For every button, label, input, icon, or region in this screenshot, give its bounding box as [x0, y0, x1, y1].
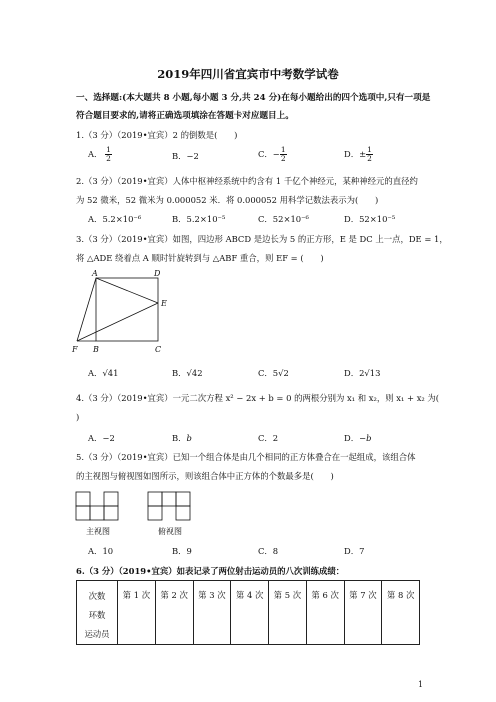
- front-view-label: 主视图: [86, 527, 110, 536]
- question-5-option-b: B．9: [172, 546, 192, 556]
- question-5-option-d: D．7: [344, 546, 365, 556]
- question-1-option-d: D．± $\frac{1}{2}$: [344, 145, 372, 163]
- question-3-option-a: A．√41: [88, 368, 119, 378]
- option-label: A．: [88, 149, 103, 159]
- question-1-option-c: C．− $\frac{1}{2}$: [258, 145, 286, 163]
- table-corner-cell: 次数 环数 运动员: [77, 581, 118, 645]
- question-2-stem-line2: 为 52 微米，52 微米为 0.000052 米．将 0.000052 用科学记数法表示为( ): [76, 195, 379, 205]
- table-header-cell: 第 1 次: [118, 581, 156, 645]
- segment-af: [77, 278, 96, 341]
- table-header-row: [77, 581, 420, 645]
- question-3-stem-line1: 3.（3 分）（2019•宜宾）如图，四边形 ABCD 是边长为 5 的正方形，E 是 DC 上一点，DE = 1，: [76, 234, 448, 244]
- label-e: E: [161, 299, 167, 308]
- question-4-stem-line2: ): [76, 412, 80, 422]
- question-2-option-c: C．52×10⁻⁶: [258, 214, 309, 224]
- section-heading-line2: 符合题目要求的,请将正确选项填涂在答题卡对应题目上。: [76, 111, 294, 121]
- fraction: $\frac{1}{2}$: [367, 145, 372, 163]
- top-view-label: 俯视图: [158, 527, 182, 536]
- label-b: B: [93, 345, 99, 354]
- segment-fe: [77, 303, 158, 341]
- question-2-stem-line1: 2.（3 分）（2019•宜宾）人体中枢神经系统中约含有 1 千亿个神经元，某种神经元的直径约: [76, 176, 418, 186]
- square-rotation-figure: [70, 268, 180, 358]
- question-3-option-b: B．√42: [172, 368, 203, 378]
- question-2-option-a: A．5.2×10⁻⁶: [88, 214, 142, 224]
- question-6-stem: 6.（3 分）（2019•宜宾）如表记录了两位射击运动员的八次训练成绩：: [76, 566, 345, 576]
- label-a: A: [92, 269, 98, 278]
- table-header-cell: 第 8 次: [382, 581, 420, 645]
- table-header-cell: 第 5 次: [269, 581, 307, 645]
- table-header-cell: 第 3 次: [193, 581, 231, 645]
- question-5-option-a: A．10: [88, 546, 114, 556]
- question-3-option-c: C．5√2: [258, 368, 289, 378]
- question-2-option-b: B．5.2×10⁻⁵: [172, 214, 226, 224]
- question-4-stem-line1: 4.（3 分）（2019•宜宾）一元二次方程 x² − 2x + b = 0 的两根分别为 x₁ 和 x₂，则 x₁ + x₂ 为(: [76, 393, 440, 403]
- question-1-option-a: [88, 146, 112, 163]
- question-4-option-d: D．−b: [344, 433, 372, 443]
- table-header-cell: 第 7 次: [344, 581, 382, 645]
- question-1-stem: 1.（3 分）（2019•宜宾）2 的倒数是( ): [76, 130, 238, 140]
- cube-views-figure: [74, 488, 224, 542]
- fraction: $\frac{1}{2}$: [106, 145, 111, 163]
- fraction: $\frac{1}{2}$: [280, 145, 286, 163]
- table-header-cell: 第 6 次: [306, 581, 344, 645]
- label-c: C: [155, 345, 162, 354]
- question-1-option-b: B．−2: [172, 151, 199, 161]
- page-title: 2019年四川省宜宾市中考数学试卷: [157, 67, 339, 81]
- page-number: 1: [418, 680, 424, 689]
- table-header-cell: 第 4 次: [231, 581, 269, 645]
- question-3-stem-line2: 将 △ADE 绕着点 A 顺时针旋转到与 △ABF 重合，则 EF = ( ): [76, 253, 324, 263]
- square-abcd: [96, 278, 158, 341]
- section-heading-line1: 一、选择题:(本大题共 8 小题,每小题 3 分,共 24 分)在每小题给出的四个选项中,只有一项是: [76, 93, 431, 103]
- question-4-option-b: B．b: [172, 433, 192, 443]
- shooting-score-table: [76, 580, 420, 645]
- table-header-cell: 第 2 次: [155, 581, 193, 645]
- question-3-option-d: D．2√13: [344, 368, 381, 378]
- question-4-option-c: C．2: [258, 433, 279, 443]
- question-2-option-d: D．52×10⁻⁵: [344, 214, 396, 224]
- segment-ae: [96, 278, 158, 303]
- question-5-stem-line2: 的主视图与俯视图如图所示，则该组合体中正方体的个数最多是( ): [76, 471, 334, 481]
- question-5-option-c: C．8: [258, 546, 279, 556]
- label-d: D: [154, 269, 161, 278]
- question-4-option-a: A．−2: [88, 433, 115, 443]
- label-f: F: [72, 345, 78, 354]
- question-5-stem-line1: 5.（3 分）（2019•宜宾）已知一个组合体是由几个相同的正方体叠合在一起组成，该组合体: [76, 452, 416, 462]
